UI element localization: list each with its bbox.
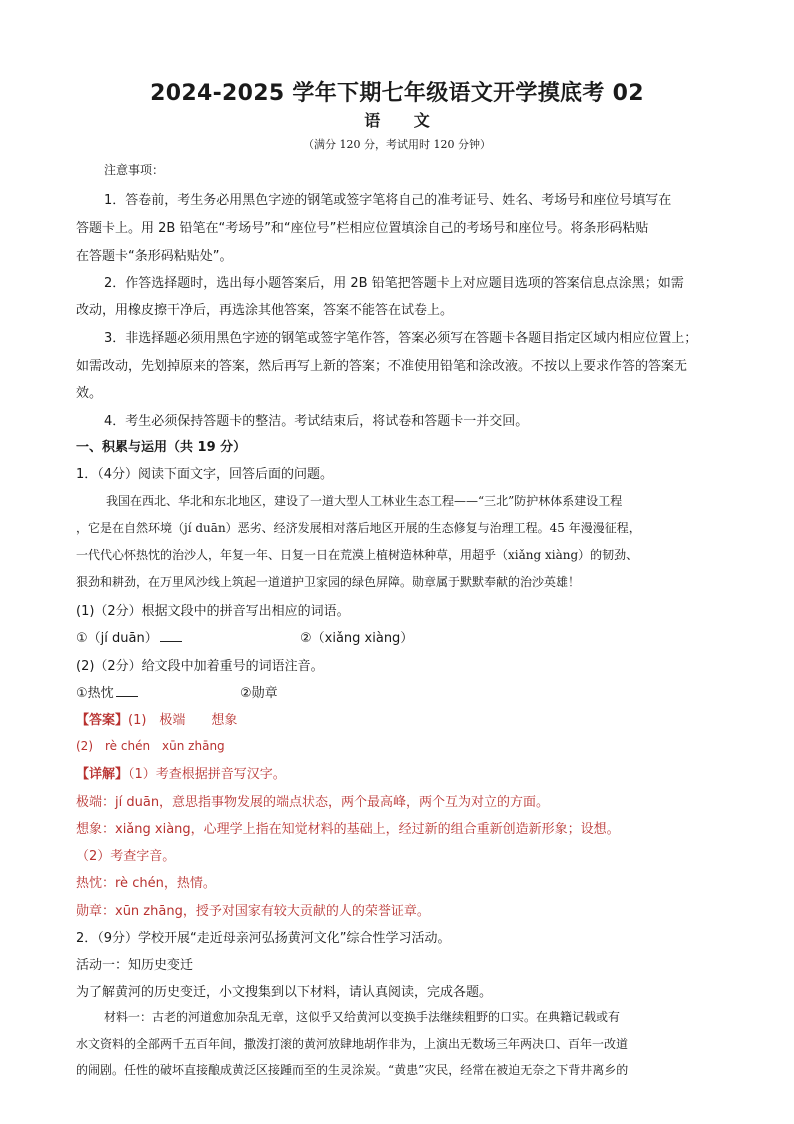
notice-line: 4．考生必须保持答题卡的整洁。考试结束后，将试卷和答题卡一并交回。 (104, 414, 529, 429)
detail-text: 热忱：rè chén，热情。 (76, 876, 216, 891)
answer-blank[interactable] (160, 629, 182, 642)
detail-text: （1）考查根据拼音写汉字。 (128, 767, 286, 782)
option-a: ①热忱 (76, 686, 114, 701)
passage-line: 我国在西北、华北和东北地区，建设了一道大型人工林业生态工程——“三北”防护林体系建设工程 (106, 494, 623, 508)
activity-intro: 为了解黄河的历史变迁，小文搜集到以下材料，请认真阅读，完成各题。 (76, 985, 493, 1000)
subquestion-options (76, 627, 722, 646)
notice-line: 答题卡上。用 2B 铅笔在“考场号”和“座位号”栏相应位置填涂自己的考场号和座位号。将条形码粘贴 (76, 221, 649, 236)
question-stem: 1．（4分）阅读下面文字，回答后面的问题。 (76, 467, 334, 482)
detail-text: （2）考查字音。 (76, 849, 176, 864)
option-a: ①（jí duān） (76, 631, 158, 646)
question-stem: 2．（9分）学校开展“走近母亲河弘扬黄河文化”综合性学习活动。 (76, 931, 451, 946)
notice-line: 如需改动，先划掉原来的答案，然后再写上新的答案；不准使用铅笔和涂改液。不按以上要求作答的答案无 (76, 359, 688, 374)
notice-line: 改动，用橡皮擦干净后，再选涂其他答案，答案不能答在试卷上。 (76, 303, 454, 318)
subquestion: (2)（2分）给文段中加着重号的词语注音。 (76, 659, 324, 674)
answer-text: (2) rè chén xūn zhāng (76, 739, 225, 753)
option-b: ②勋章 (239, 686, 278, 701)
detail-text: 想象：xiǎng xiàng，心理学上指在知觉材料的基础上，经过新的组合重新创造新形象；设想。 (76, 822, 620, 837)
detail-block (76, 763, 722, 782)
passage-line: ，它是在自然环境（jí duān）恶劣、经济发展相对落后地区开展的生态修复与治理工程。45 年漫漫征程， (76, 521, 641, 535)
material-line: 水文资料的全部两千五百年间，撒泼打滚的黄河放肆地胡作非为，上演出无数场三年两决口、百年一改道 (76, 1037, 629, 1051)
notice-line: 1．答卷前，考生务必用黑色字迹的钢笔或签字笔将自己的准考证号、姓名、考场号和座位号填写在 (104, 193, 672, 208)
section-heading: 一、积累与运用（共 19 分） (76, 440, 247, 455)
detail-text: 极端：jí duān，意思指事物发展的端点状态，两个最高峰，两个互为对立的方面。 (76, 795, 550, 810)
answer-blank[interactable] (116, 684, 138, 697)
answer-label: 【答案】 (76, 713, 129, 728)
detail-text: 勋章：xūn zhāng，授予对国家有较大贡献的人的荣誉证章。 (76, 904, 430, 919)
answer-block (76, 709, 722, 728)
notice-line: 效。 (76, 386, 103, 401)
exam-note: （满分 120 分，考试用时 120 分钟） (303, 138, 491, 151)
material-line: 的闹剧。任性的破坏直接酿成黄泛区接踵而至的生灵涂炭。“黄患”灾民，经常在被迫无奈之下背井离乡的 (76, 1063, 629, 1077)
notice-line: 3．非选择题必须用黑色字迹的钢笔或签字笔作答，答案必须写在答题卡各题目指定区域内相应位置上； (104, 331, 698, 346)
notice-line: 在答题卡“条形码粘贴处”。 (76, 249, 233, 264)
subject-heading: 语 文 (364, 111, 444, 130)
notice-heading: 注意事项： (104, 163, 165, 177)
activity-heading: 活动一：知历史变迁 (76, 958, 194, 973)
option-b: ②（xiǎng xiàng） (300, 631, 414, 646)
subquestion: (1)（2分）根据文段中的拼音写出相应的词语。 (76, 604, 350, 619)
passage-line: 一代代心怀热忱的治沙人，年复一年、日复一日在荒漠上植树造林种草，用超乎（xiǎng xiàng）的韧劲、 (76, 548, 639, 562)
page-title: 2024-2025 学年下期七年级语文开学摸底考 02 (150, 81, 644, 106)
detail-label: 【详解】 (76, 767, 129, 782)
subquestion-options (76, 682, 722, 701)
material-line: 材料一：古老的河道愈加杂乱无章，这似乎又给黄河以变换手法继续粗野的口实。在典籍记载或有 (104, 1010, 621, 1024)
notice-line: 2．作答选择题时，选出每小题答案后，用 2B 铅笔把答题卡上对应题目选项的答案信息点涂黑；如需 (104, 276, 684, 291)
answer-text: (1) 极端 想象 (128, 713, 238, 728)
passage-line: 狠劲和耕劲，在万里风沙线上筑起一道道护卫家园的绿色屏障。勋章属于默默奉献的治沙英雄！ (76, 575, 581, 589)
